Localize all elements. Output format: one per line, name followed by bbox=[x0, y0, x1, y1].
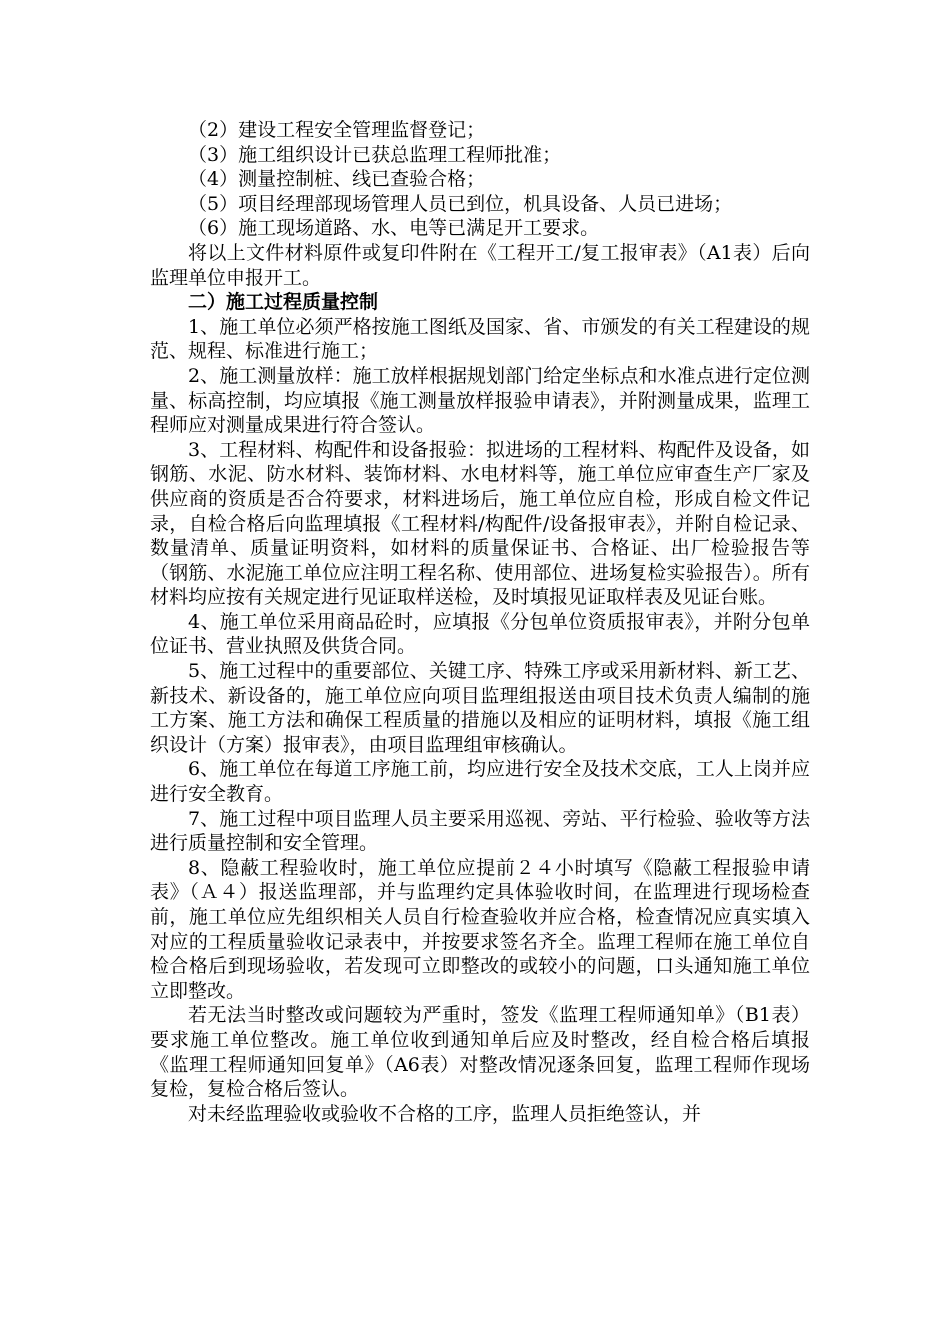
paragraph-1: 1、施工单位必须严格按施工图纸及国家、省、市颁发的有关工程建设的规范、规程、标准进行施工； bbox=[150, 315, 810, 363]
paragraph-rectification: 若无法当时整改或问题较为严重时，签发《监理工程师通知单》（B1表）要求施工单位整改。施工单位收到通知单后应及时整改，经自检合格后填报《监理工程师通知回复单》（A6表）对整改情况逐条回复，监理工程师作现场复检，复检合格后签认。 bbox=[150, 1004, 810, 1101]
attachment-paragraph: 将以上文件材料原件或复印件附在《工程开工/复工报审表》（A1表）后向监理单位申报开工。 bbox=[150, 241, 810, 289]
paragraph-5: 5、施工过程中的重要部位、关键工序、特殊工序或采用新材料、新工艺、新技术、新设备的，施工单位应向项目监理组报送由项目技术负责人编制的施工方案、施工方法和确保工程质量的措施以及相应的证明材料，填报《施工组织设计（方案）报审表》，由项目监理组审核确认。 bbox=[150, 660, 810, 756]
section-heading: 二）施工过程质量控制 bbox=[188, 291, 379, 314]
paragraph-8: 8、隐蔽工程验收时，施工单位应提前２４小时填写《隐蔽工程报验申请表》（Ａ４）报送监理部，并与监理约定具体验收时间，在监理进行现场检查前，施工单位应先组织相关人员自行检查验收并应合格，检查情况应真实填入对应的工程质量验收记录表中，并按要求签名齐全。监理工程师在施工单位自检合格后到现场验收，若发现可立即整改的或较小的问题，口头通知施工单位立即整改。 bbox=[150, 856, 810, 1002]
paragraph-3: 3、工程材料、构配件和设备报验：拟进场的工程材料、构配件及设备，如钢筋、水泥、防水材料、装饰材料、水电材料等，施工单位应审查生产厂家及供应商的资质是否合符要求，材料进场后，施工单位应自检，形成自检文件记录，自检合格后向监理填报《工程材料/构配件/设备报审表》，并附自检记录、数量清单、质量证明资料，如材料的质量保证书、合格证、出厂检验报告等（钢筋、水泥施工单位应注明工程名称、使用部位、进场复检实验报告）。所有材料均应按有关规定进行见证取样送检，及时填报见证取样表及见证台账。 bbox=[150, 438, 810, 609]
paragraph-unaccepted: 对未经监理验收或验收不合格的工序，监理人员拒绝签认，并 bbox=[188, 1102, 702, 1125]
requirement-item-6: （6）施工现场道路、水、电等已满足开工要求。 bbox=[188, 217, 600, 240]
requirement-item-2: （2）建设工程安全管理监督登记； bbox=[188, 119, 486, 141]
paragraph-4: 4、施工单位采用商品砼时，应填报《分包单位资质报审表》，并附分包单位证书、营业执照及供货合同。 bbox=[150, 610, 810, 658]
requirement-item-3: （3）施工组织设计已获总监理工程师批准； bbox=[188, 143, 562, 166]
paragraph-6: 6、施工单位在每道工序施工前，均应进行安全及技术交底，工人上岗并应进行安全教育。 bbox=[150, 758, 810, 806]
paragraph-2: 2、施工测量放样：施工放样根据规划部门给定坐标点和水准点进行定位测量、标高控制，均应填报《施工测量放样报验申请表》，并附测量成果，监理工程师应对测量成果进行符合签认。 bbox=[150, 364, 810, 437]
requirement-item-4: （4）测量控制桩、线已查验合格； bbox=[188, 168, 486, 191]
document-body bbox=[150, 118, 810, 1126]
requirement-item-5: （5）项目经理部现场管理人员已到位，机具设备、人员已进场； bbox=[188, 192, 733, 215]
paragraph-7: 7、施工过程中项目监理人员主要采用巡视、旁站、平行检验、验收等方法进行质量控制和安全管理。 bbox=[150, 807, 810, 855]
